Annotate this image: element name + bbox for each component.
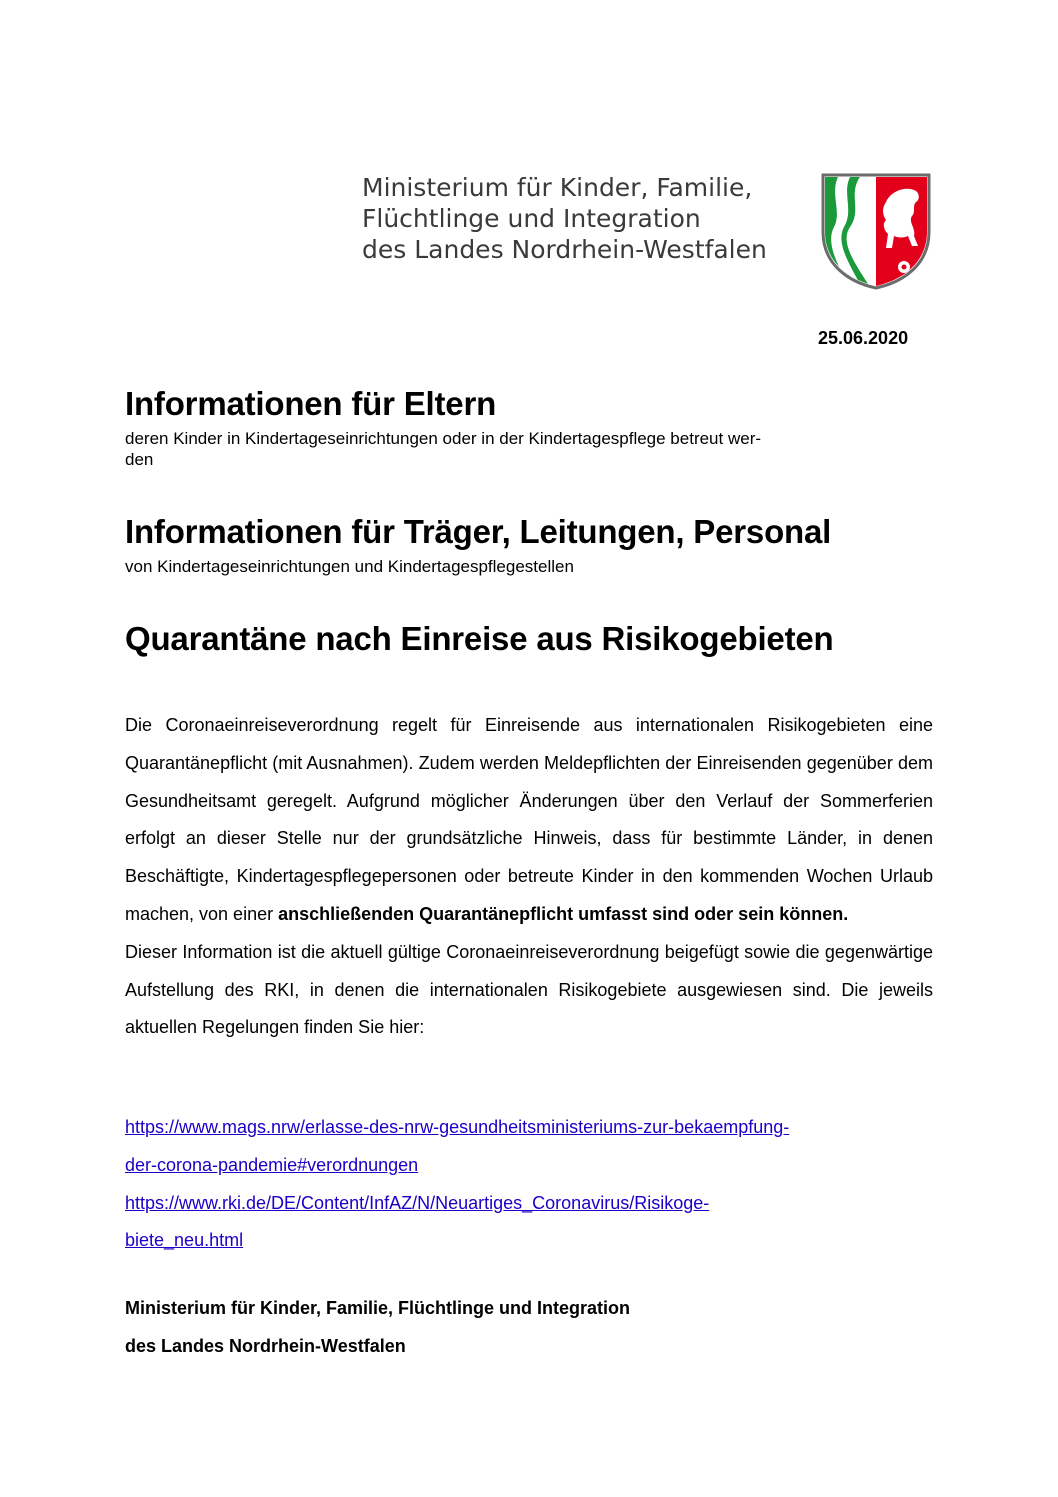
- heading-parents: Informationen für Eltern: [125, 385, 497, 422]
- body-text: [125, 707, 933, 1047]
- ministry-line-3: des Landes Nordrhein-Westfalen: [362, 235, 767, 264]
- subtitle-parents-line-2: den: [125, 450, 154, 469]
- footer-signature: [125, 1290, 630, 1366]
- paragraph-attachment: Dieser Information ist die aktuell gültige Coronaeinreiseverordnung beigefügt sowie die gegenwärtige Aufstellung des RKI, in denen die internationalen Risikogebiete ausgewiesen sind. Die jeweils aktuellen Regelungen finden Sie hier:: [125, 941, 933, 1038]
- heading-providers: Informationen für Träger, Leitungen, Personal: [125, 513, 832, 550]
- paragraph-regulation-period: .: [843, 903, 849, 924]
- link-rki-line-1[interactable]: https://www.rki.de/DE/Content/InfAZ/N/Neuartiges_Coronavirus/Risikoge-: [125, 1192, 710, 1213]
- subtitle-parents: [125, 428, 933, 470]
- reference-links: [125, 1109, 933, 1260]
- subtitle-providers: von Kindertageseinrichtungen und Kindertagespflegestellen: [125, 557, 574, 576]
- ministry-line-2: Flüchtlinge und Integration: [362, 204, 701, 233]
- paragraph-regulation-text: Die Coronaeinreiseverordnung regelt für Einreisende aus internationalen Risikogebieten eine Quarantänepflicht (mit Ausnahmen). Zudem werden Meldepflichten der Einreisenden gegenüber dem Gesundheitsamt geregelt. Aufgrund möglicher Änderungen über den Verlauf der Sommerferien erfolgt an dieser Stelle nur der grundsätzliche Hinweis, dass für bestimmte Länder, in denen Beschäftigte, Kindertagespflegepersonen oder betreute Kinder in den kommenden Wochen Urlaub machen, von einer: [125, 715, 933, 924]
- nrw-coat-of-arms-icon: [820, 172, 932, 290]
- ministry-name: [362, 172, 792, 265]
- link-mags-nrw-line-1[interactable]: https://www.mags.nrw/erlasse-des-nrw-gesundheitsministeriums-zur-bekaempfung-: [125, 1117, 790, 1137]
- paragraph-regulation-emphasis: anschließenden Quarantänepflicht umfasst sind oder sein können: [278, 903, 844, 924]
- document-date: 25.06.2020: [818, 328, 909, 348]
- subtitle-parents-line-1: deren Kinder in Kindertageseinrichtungen oder in der Kindertagespflege betreut wer-: [125, 429, 762, 448]
- link-mags-nrw-line-2[interactable]: der-corona-pandemie#verordnungen: [125, 1154, 419, 1175]
- footer-line-1: Ministerium für Kinder, Familie, Flüchtlinge und Integration: [125, 1298, 631, 1318]
- paragraph-regulation: [125, 707, 933, 934]
- link-rki-line-2[interactable]: biete_neu.html: [125, 1230, 244, 1251]
- heading-quarantine: Quarantäne nach Einreise aus Risikogebieten: [125, 620, 834, 657]
- footer-line-2: des Landes Nordrhein-Westfalen: [125, 1335, 406, 1356]
- ministry-line-1: Ministerium für Kinder, Familie,: [362, 173, 753, 202]
